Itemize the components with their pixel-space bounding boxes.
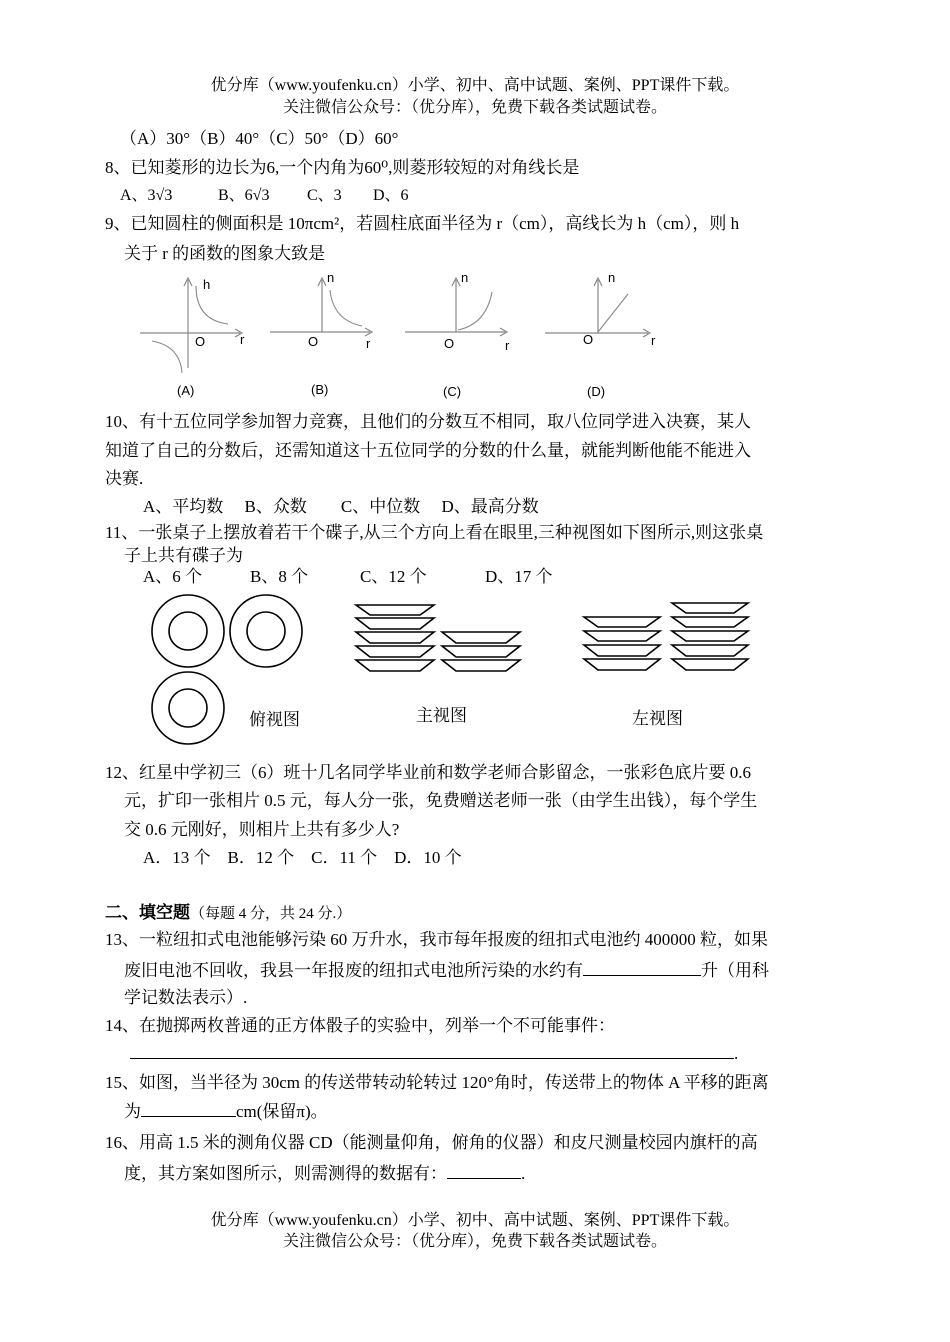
- q13-line-2a: 废旧电池不回收，我县一年报废的纽扣式电池所污染的水约有: [124, 961, 583, 980]
- q15-line-2a: 为: [124, 1102, 141, 1121]
- q11-line-2: 子上共有碟子为: [124, 546, 243, 565]
- header-line-2: 关注微信公众号：（优分库），免费下载各类试题试卷。: [282, 99, 667, 116]
- q14-answer: [130, 1042, 738, 1064]
- footer-line-1: 优分库（www.youfenku.cn）小学、初中、高中试题、案例、PPT课件下载。: [210, 1212, 740, 1229]
- graph-c-xlabel: r: [505, 338, 510, 353]
- q16-line-2a: 度，其方案如图所示，则需测得的数据有：: [124, 1164, 447, 1183]
- q8-option-b: B、6√3: [218, 187, 270, 204]
- q8-option-a: A、3√3: [120, 187, 173, 204]
- graph-c-origin: O: [444, 336, 455, 351]
- graph-a-xlabel: r: [240, 332, 245, 347]
- label-left-view: 左视图: [632, 709, 683, 728]
- graph-a-origin: O: [195, 334, 206, 349]
- q8-text: 8、已知菱形的边长为6,一个内角为60⁰,则菱形较短的对角线长是: [105, 158, 580, 177]
- graph-d-xlabel: r: [651, 333, 656, 348]
- graph-b-caption: (B): [311, 382, 329, 397]
- q13-line-2: [124, 959, 769, 981]
- q16-line-2: [124, 1162, 525, 1184]
- q16-line-1: 16、用高 1.5 米的测角仪器 CD（能测量仰角，俯角的仪器）和皮尺测量校园内旗杆的高: [105, 1133, 758, 1152]
- q11-option-a: A、6 个: [143, 567, 203, 586]
- graph-d: [545, 270, 656, 399]
- section-2-title: 二、填空题: [105, 903, 190, 922]
- q16-line-2b: .: [521, 1164, 526, 1183]
- q10-line-1: 10、有十五位同学参加智力竞赛，且他们的分数互不相同，取八位同学进入决赛，某人: [105, 412, 751, 431]
- q11-line-1: 11、一张桌子上摆放着若干个碟子,从三个方向上看在眼里,三种视图如下图所示,则这张桌: [105, 523, 764, 542]
- q12-line-2: 元，扩印一张相片 0.5 元，每人分一张，免费赠送老师一张（由学生出钱），每个学生: [124, 791, 758, 810]
- q14-answer-blank[interactable]: [130, 1042, 734, 1059]
- section-2-heading: [105, 903, 351, 923]
- graph-b-xlabel: r: [366, 336, 371, 351]
- q12-options: A．13 个 B．12 个 C．11 个 D．10 个: [143, 848, 462, 867]
- graph-c-ylabel: n: [461, 270, 469, 285]
- q8-option-c: C、3: [307, 187, 342, 204]
- q13-line-1: 13、一粒纽扣式电池能够污染 60 万升水，我市每年报废的纽扣式电池约 400000 粒，如果: [105, 930, 768, 949]
- q10-line-3: 决赛.: [105, 469, 144, 488]
- front-view: [356, 605, 520, 671]
- q13-answer-blank[interactable]: [583, 959, 701, 976]
- graph-b-origin: O: [308, 334, 319, 349]
- label-front-view: 主视图: [416, 706, 467, 725]
- q16-answer-blank[interactable]: [447, 1162, 521, 1179]
- q10-line-2: 知道了自己的分数后，还需知道这十五位同学的分数的什么量，就能判断他能不能进入: [105, 441, 751, 460]
- footer-line-2: 关注微信公众号：（优分库），免费下载各类试题试卷。: [282, 1233, 667, 1250]
- graph-a-ylabel: h: [203, 277, 211, 292]
- q9-graphs: [0, 268, 950, 408]
- left-view: [584, 603, 748, 670]
- q13-line-2b: 升（用科: [701, 961, 769, 980]
- q14-end: .: [734, 1044, 739, 1063]
- q15-answer-blank[interactable]: [141, 1100, 236, 1117]
- q15-line-2: [124, 1100, 328, 1122]
- q7-options: （A）30°（B）40°（C）50°（D）60°: [120, 129, 399, 148]
- graph-d-ylabel: n: [608, 270, 616, 285]
- graph-c: [405, 270, 510, 399]
- graph-c-caption: (C): [443, 384, 462, 399]
- graph-d-caption: (D): [587, 384, 606, 399]
- q11-option-b: B、8 个: [250, 567, 309, 586]
- section-2-note: （每题 4 分，共 24 分.）: [190, 906, 352, 922]
- q15-line-1: 15、如图，当半径为 30cm 的传送带转动轮转过 120°角时，传送带上的物体 A 平移的距离: [105, 1073, 769, 1092]
- graph-b-ylabel: n: [327, 270, 335, 285]
- graph-a-caption: (A): [177, 383, 195, 398]
- q10-options: A、平均数 B、众数 C、中位数 D、最高分数: [143, 497, 539, 516]
- q8-option-d: D、6: [373, 187, 409, 204]
- q11-option-d: D、17 个: [485, 567, 553, 586]
- q9-line-1: 9、已知圆柱的侧面积是 10πcm²，若圆柱底面半径为 r（cm），高线长为 h（cm），则 h: [105, 214, 740, 233]
- q11-option-c: C、12 个: [360, 567, 427, 586]
- graph-b: [270, 270, 372, 397]
- q12-line-3: 交 0.6 元刚好，则相片上共有多少人?: [124, 820, 400, 839]
- graph-a: [140, 277, 245, 398]
- q14-line-1: 14、在抛掷两枚普通的正方体骰子的实验中，列举一个不可能事件：: [105, 1016, 615, 1035]
- q12-line-1: 12、红星中学初三（6）班十几名同学毕业前和数学老师合影留念，一张彩色底片要 0.6: [105, 763, 751, 782]
- q9-line-2: 关于 r 的函数的图象大致是: [124, 244, 326, 263]
- q13-line-3: 学记数法表示）.: [124, 988, 248, 1007]
- graph-d-origin: O: [583, 332, 594, 347]
- header-line-1: 优分库（www.youfenku.cn）小学、初中、高中试题、案例、PPT课件下载。: [210, 77, 740, 94]
- q15-line-2b: cm(保留π)。: [236, 1102, 328, 1121]
- label-top-view: 俯视图: [249, 710, 300, 729]
- q11-views: [0, 595, 950, 755]
